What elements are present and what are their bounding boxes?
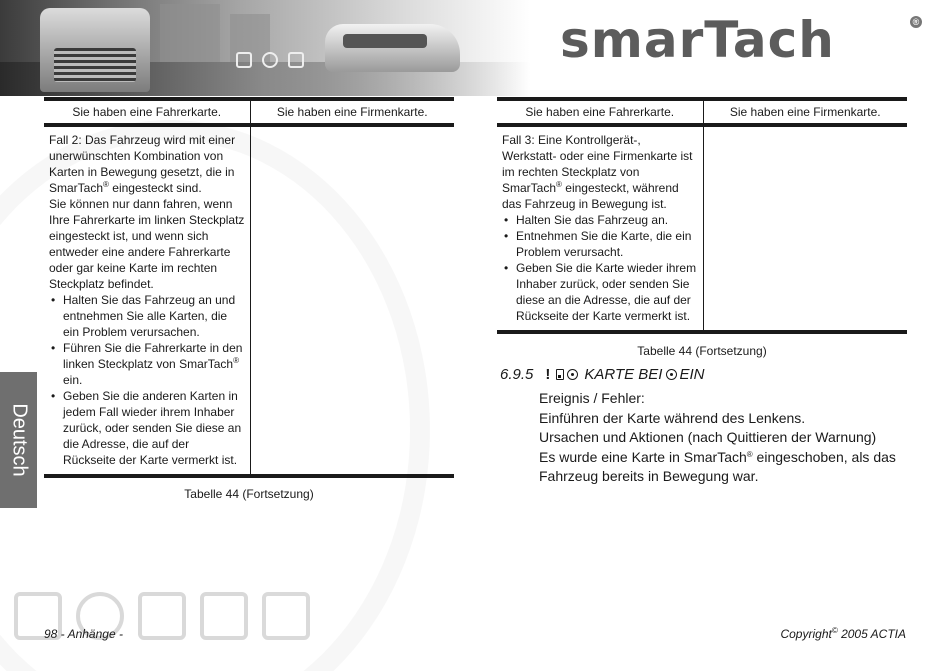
truck-grille [54,48,136,82]
section-body [539,389,899,487]
doc-mini-icon [288,52,304,68]
table-right-header-row [497,99,907,125]
clock-mini-icon [262,52,278,68]
case-text-end: eingesteckt sind. [108,181,202,195]
bullet-item: • Geben Sie die anderen Karten in jedem Fall wieder ihrem Inhaber zurück, oder senden Sie diese an die Adresse, die auf der Rückseite der Karte vermerkt ist. [49,388,245,468]
table-left-header-driver: Sie haben eine Fahrerkarte. [44,99,250,125]
section-number: 6.9.5 [500,366,534,383]
driving-icon [666,369,677,380]
table-right-cell-company [703,125,907,332]
section-line: Einführen der Karte während des Lenkens. [539,409,806,426]
table-right-caption: Tabelle 44 (Fortsetzung) [637,344,767,358]
case-text-start: Fall 2: Das Fahrzeug wird mit einer unerwünschten Kombination von Karten in Bewegung gesetzt, die in SmarTach [49,133,236,195]
bullet-item: • Geben Sie die Karte wieder ihrem Inhaber zurück, oder senden Sie diese an die Adresse, die auf der Rückseite der Karte vermerkt ist. [502,260,698,324]
bullet-text-end: ein. [63,373,83,387]
card-icon [556,369,564,380]
bullet-item: • Halten Sie das Fahrzeug an und entnehmen Sie alle Karten, die ein Problem verursachen. [49,292,245,340]
table-left-caption: Tabelle 44 (Fortsetzung) [184,487,314,501]
table-right-header-driver: Sie haben eine Fahrerkarte. [497,99,703,125]
table-left-paragraph: Sie können nur dann fahren, wenn Ihre Fahrerkarte im linken Steckplatz eingesteckt ist, und wenn sich entweder eine andere Fahrerkarte oder gar keine Karte im rechten Steckplatz befindet. [49,197,245,291]
table-right-case-text [502,132,698,212]
copyright-text: Copyright [780,627,832,641]
card-mini-icon [236,52,252,68]
driving-icon [567,369,578,380]
warning-exclamation-icon: ! [545,366,551,383]
van-image [325,24,460,72]
building-shape [160,4,220,68]
lock-square-icon [138,592,186,640]
van-window [343,34,427,48]
table-right-header-company: Sie haben eine Firmenkarte. [703,99,907,125]
truck-image [40,8,150,92]
copyright-mark: © [831,626,838,635]
bullet-item: • Halten Sie das Fahrzeug an. [502,212,698,228]
language-label: Deutsch [8,403,30,477]
registered-mark: ® [103,180,109,189]
table-right-bullets [502,212,698,324]
logo-registered-mark: ® [910,16,922,28]
section-heading [500,366,704,383]
header-banner [0,0,530,96]
smartach-logo: smarTach [560,11,835,69]
header-mini-icons [236,52,304,68]
case-text-start: Fall 3: Eine Kontrollgerät-, Werkstatt- oder eine Firmenkarte ist im rechten Steckplatz von SmarTach [502,133,693,195]
page-number-footer: 98 - Anhänge - [44,627,123,641]
bullet-item: • Entnehmen Sie die Karte, die ein Problem verursacht. [502,228,698,260]
copyright-year: 2005 ACTIA [837,627,906,641]
registered-mark: ® [556,180,562,189]
section-line-start: Es wurde eine Karte in SmarTach [539,448,747,465]
section-line: Ursachen und Aktionen (nach Quittieren der Warnung) [539,429,877,445]
bed-square-icon [200,592,248,640]
table-right [497,97,907,334]
table-right-cell-driver [497,125,703,332]
section-line: Ereignis / Fehler: [539,390,645,406]
section-line-end: eingeschoben, als das Fahrzeug bereits in Bewegung war. [539,448,896,484]
registered-mark: ® [233,356,239,365]
case-text-end: eingesteckt, während das Fahrzeug in Bewegung ist. [502,181,679,211]
table-right-body-row [497,125,907,332]
bullet-text-start: Führen Sie die Fahrerkarte in den linken Steckplatz von SmarTach [63,341,243,371]
registered-mark: ® [746,449,753,459]
table-left-header-company: Sie haben eine Firmenkarte. [250,99,454,125]
card-square-icon [262,592,310,640]
table-left-header-row [44,99,454,125]
section-line [539,448,899,487]
section-title-end: EIN [679,366,705,383]
section-title-start: KARTE BEI [584,366,663,383]
copyright-footer [600,627,906,641]
